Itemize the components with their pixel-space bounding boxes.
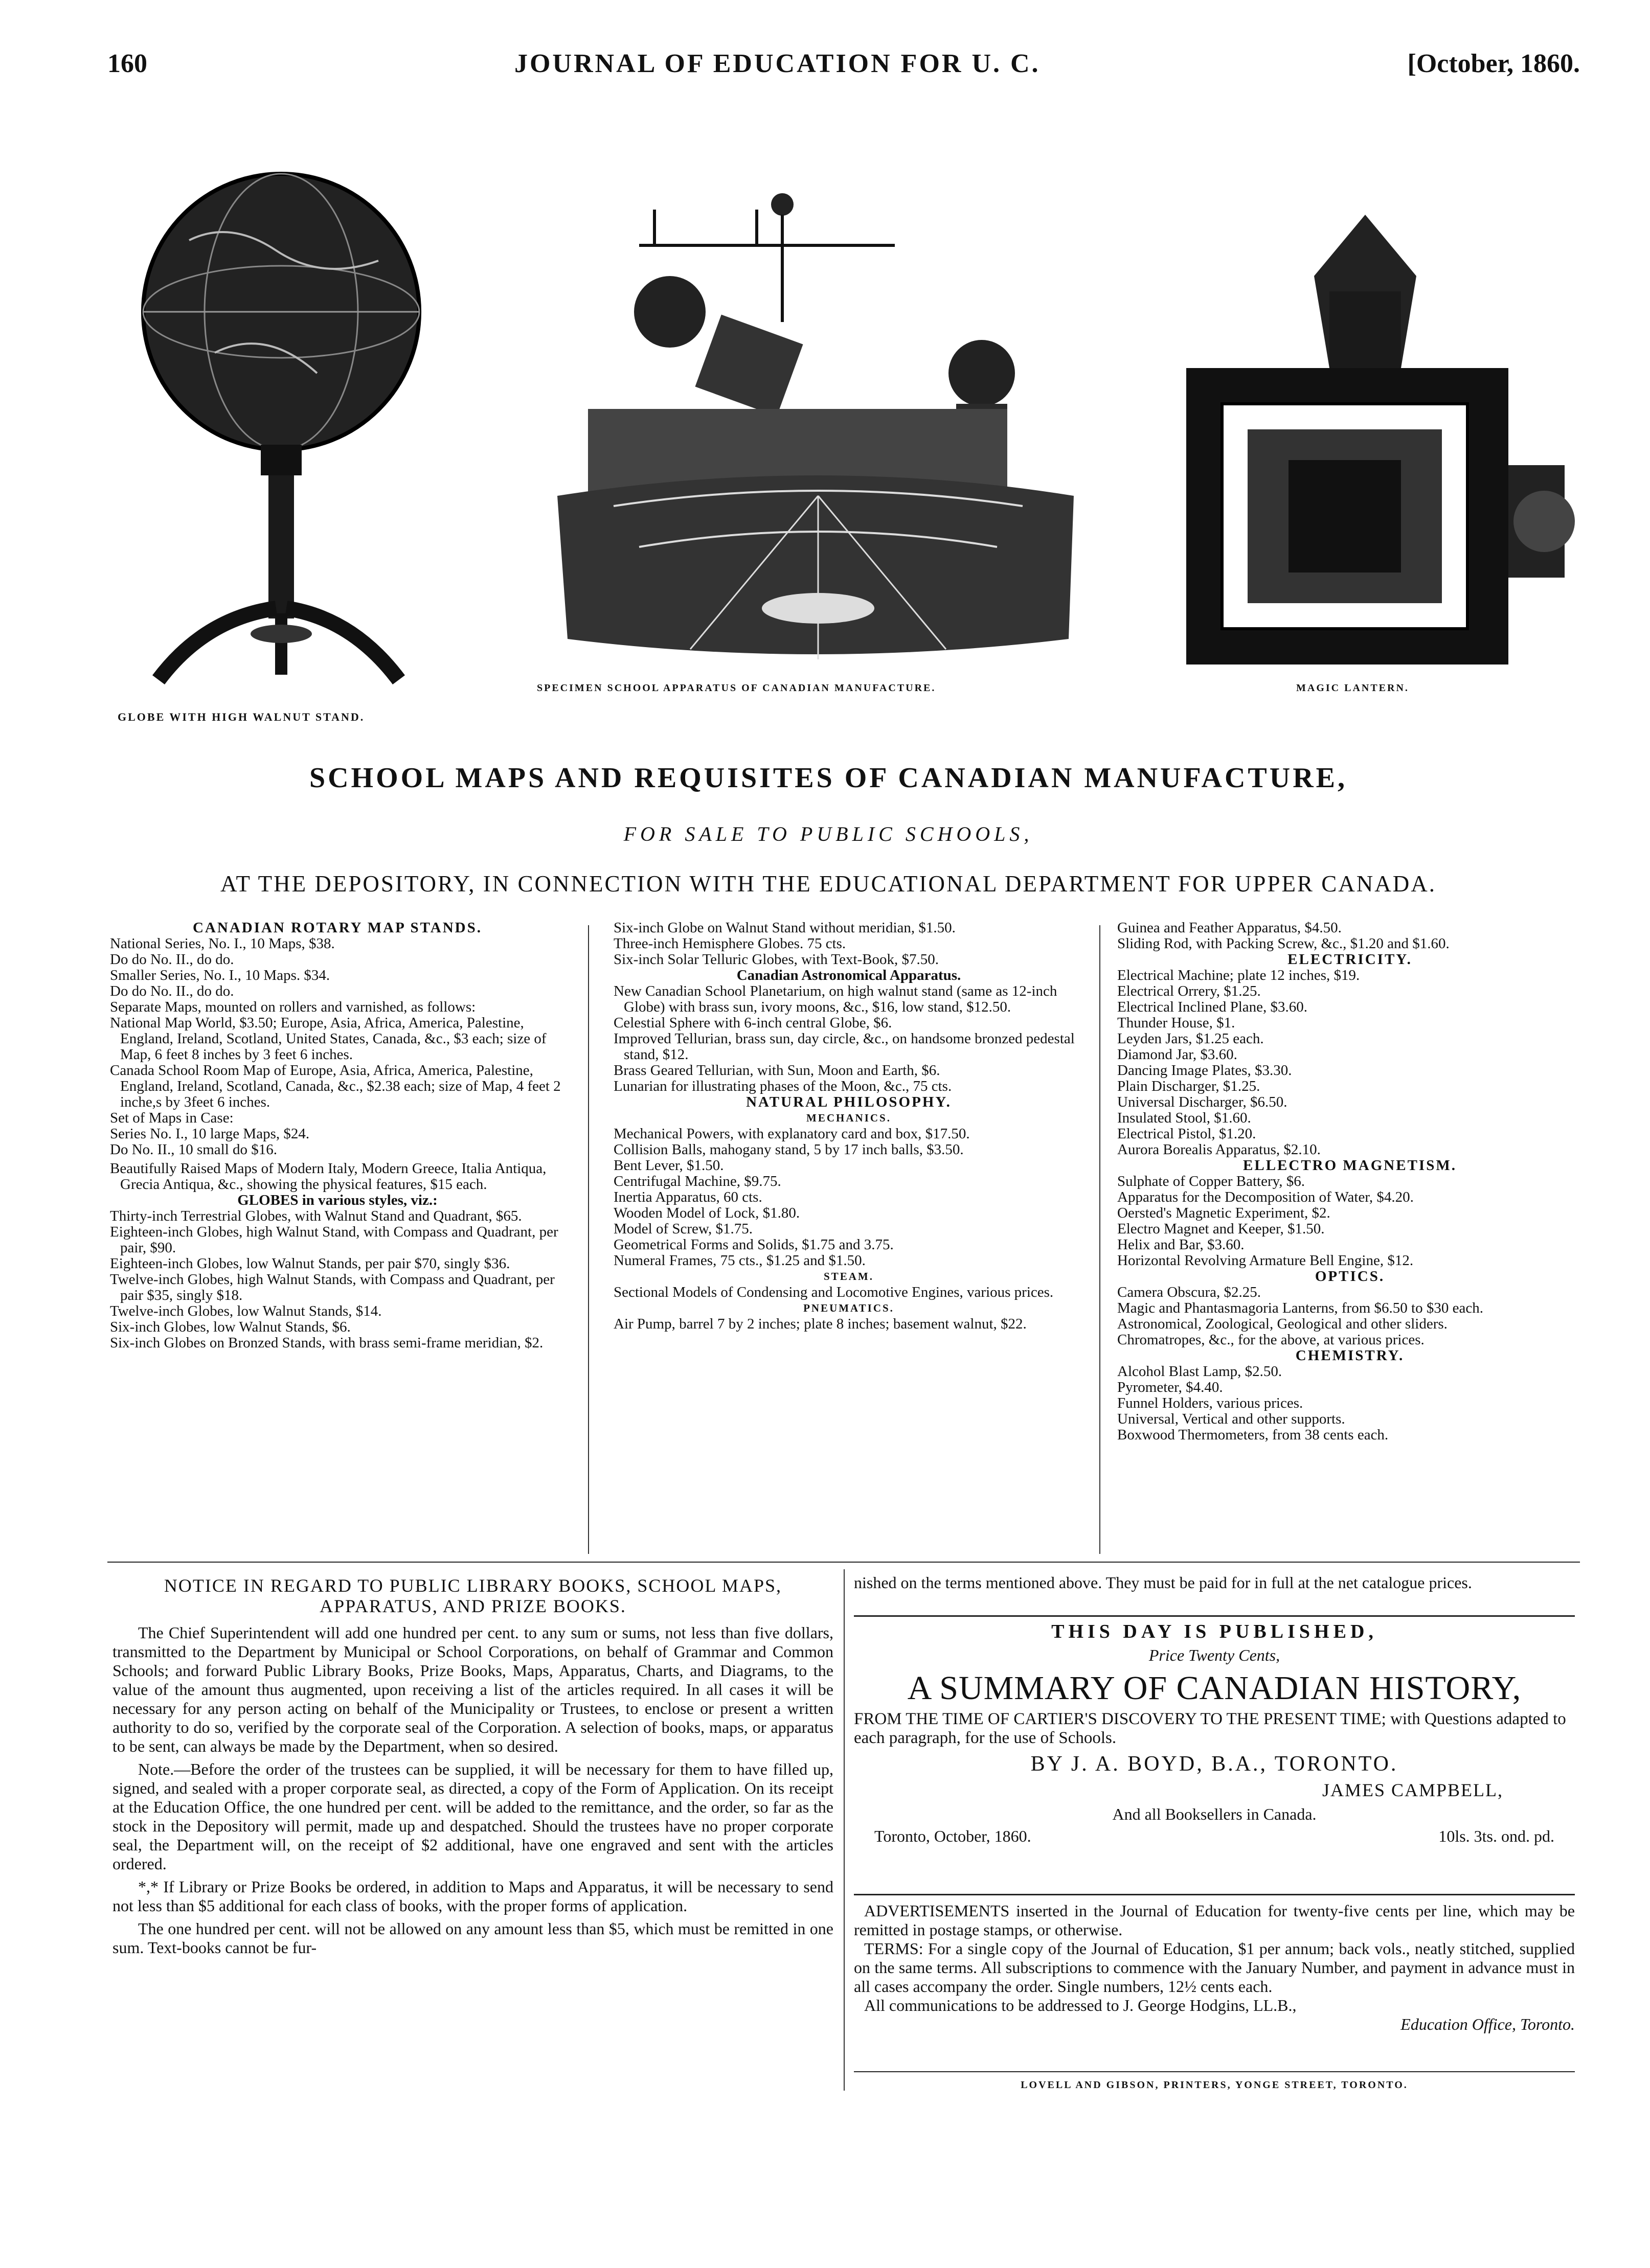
steam-heading: STEAM. <box>824 1270 874 1282</box>
list-item: Collision Balls, mahogany stand, 5 by 17 inch balls, $3.50. <box>614 1141 964 1158</box>
list-item: Model of Screw, $1.75. <box>614 1221 753 1237</box>
list-item: National Series, No. I., 10 Maps, $38. <box>110 935 335 952</box>
list-item: Horizontal Revolving Armature Bell Engine, $12. <box>1117 1252 1414 1269</box>
globe-caption: GLOBE WITH HIGH WALNUT STAND. <box>118 711 365 723</box>
list-item: Set of Maps in Case: <box>110 1110 234 1126</box>
astronomical-heading: Canadian Astronomical Apparatus. <box>736 967 961 983</box>
list-item: Boxwood Thermometers, from 38 cents each. <box>1117 1427 1389 1443</box>
column-divider <box>1099 925 1100 1554</box>
notice-paragraph: The one hundred per cent. will not be allowed on any amount less than $5, which must be remitted in one sum. Text-books cannot be fur- <box>112 1919 833 1957</box>
list-item: Aurora Borealis Apparatus, $2.10. <box>1117 1141 1321 1158</box>
list-item: Inertia Apparatus, 60 cts. <box>614 1189 762 1205</box>
list-item: Camera Obscura, $2.25. <box>1117 1284 1261 1300</box>
list-item: Six-inch Solar Telluric Globes, with Text-Book, $7.50. <box>614 951 939 968</box>
published-heading: THIS DAY IS PUBLISHED, <box>1051 1621 1377 1642</box>
list-item: Do do No. II., do do. <box>110 951 234 968</box>
list-item: Sectional Models of Condensing and Locomotive Engines, various prices. <box>614 1284 1054 1300</box>
book-author: BY J. A. BOYD, B.A., TORONTO. <box>1030 1752 1398 1776</box>
publication-date: Toronto, October, 1860. <box>874 1827 1031 1845</box>
list-item: Magic and Phantasmagoria Lanterns, from $6.50 to $30 each. <box>1117 1300 1483 1316</box>
list-item: Six-inch Globes, low Walnut Stands, $6. <box>110 1319 351 1335</box>
notice-paragraph: Note.—Before the order of the trustees can be supplied, it will be necessary for them to have filled up, signed, and sealed with a proper corporate seal, as directed, a copy of the Form of Application. On its receipt at the Education Office, the one hundred per cent. will be added to the remittance, and the order, so far as the stock in the Depository will permit, made up and despatched. Should the trustees have no proper corporate seal, the Department will, on the receipt of $2 additional, have one engraved and sent with the articles ordered. <box>112 1760 833 1873</box>
library-notice <box>112 1575 833 1961</box>
list-item: Universal, Vertical and other supports. <box>1117 1411 1345 1427</box>
list-item: Sliding Rod, with Packing Screw, &c., $1.20 and $1.60. <box>1117 935 1450 952</box>
section-divider <box>854 2071 1575 2072</box>
column-divider <box>588 925 589 1554</box>
list-item: Separate Maps, mounted on rollers and varnished, as follows: <box>110 999 476 1015</box>
list-item: New Canadian School Planetarium, on high walnut stand (same as 12-inch Globe) with brass sun, ivory moons, &c., $16, low stand, $12.50. <box>614 983 1057 1015</box>
list-item: Twelve-inch Globes, high Walnut Stands, with Compass and Quadrant, per pair $35, singly $18. <box>110 1271 555 1303</box>
journal-title: JOURNAL OF EDUCATION FOR U. C. <box>514 49 1041 78</box>
apparatus-illustration <box>537 189 1099 680</box>
electro-magnetism-heading: ELLECTRO MAGNETISM. <box>1243 1157 1457 1174</box>
list-item: Geometrical Forms and Solids, $1.75 and 3.75. <box>614 1236 894 1253</box>
list-item: Wooden Model of Lock, $1.80. <box>614 1205 800 1221</box>
notice-paragraph: The Chief Superintendent will add one hundred per cent. to any sum or sums, not less than five dollars, transmitted to the Department by Municipal or School Corporations, on behalf of Grammar and Common Schools; and forward Public Library Books, Prize Books, Maps, Apparatus, Charts, and Diagrams, to the value of the amount thus augmented, upon receiving a list of the articles required. In all cases it will be necessary for any person acting on behalf of the Municipality or Trustees, to enclose or present a written authority to do so, verified by the corporate seal of the Corporation. A selection of books, maps, or apparatus to be sent, can always be made by the Department, when so desired. <box>112 1623 833 1755</box>
section-divider <box>854 1894 1575 1895</box>
list-item: Six-inch Globes on Bronzed Stands, with brass semi-frame meridian, $2. <box>110 1335 544 1351</box>
apparatus-caption: SPECIMEN SCHOOL APPARATUS OF CANADIAN MANUFACTURE. <box>537 682 936 694</box>
list-item: Electrical Machine; plate 12 inches, $19. <box>1117 967 1360 983</box>
list-item: Thunder House, $1. <box>1117 1015 1235 1031</box>
list-item: Astronomical, Zoological, Geological and other sliders. <box>1117 1316 1448 1332</box>
list-item: Thirty-inch Terrestrial Globes, with Walnut Stand and Quadrant, $65. <box>110 1208 522 1224</box>
list-item: Oersted's Magnetic Experiment, $2. <box>1117 1205 1330 1221</box>
list-item: Eighteen-inch Globes, low Walnut Stands, per pair $70, singly $36. <box>110 1255 510 1272</box>
publication-announcement <box>854 1620 1575 1846</box>
magic-lantern-illustration <box>1176 215 1575 675</box>
list-item: Eighteen-inch Globes, high Walnut Stand, with Compass and Quadrant, per pair, $90. <box>110 1224 558 1256</box>
section-divider <box>107 1562 1580 1563</box>
list-item: Electrical Pistol, $1.20. <box>1117 1126 1256 1142</box>
advertisement-terms <box>854 1902 1575 2034</box>
list-item: Do do No. II., do do. <box>110 983 234 999</box>
list-item: Canada School Room Map of Europe, Asia, Africa, America, Palestine, England, Ireland, Scotland, Canada, &c., $2.38 each; size of Map, 4 feet 2 inche,s by 3feet 6 inches. <box>110 1062 561 1110</box>
page-header <box>107 49 1580 89</box>
pneumatics-heading: PNEUMATICS. <box>803 1302 894 1314</box>
column-divider <box>844 1569 845 2091</box>
list-item: Electrical Orrery, $1.25. <box>1117 983 1261 999</box>
list-item: Apparatus for the Decomposition of Water, $4.20. <box>1117 1189 1414 1205</box>
list-item: Diamond Jar, $3.60. <box>1117 1046 1237 1063</box>
map-stands-heading: CANADIAN ROTARY MAP STANDS. <box>192 920 482 936</box>
optics-heading: OPTICS. <box>1315 1268 1385 1285</box>
booksellers-line: And all Booksellers in Canada. <box>1112 1805 1317 1823</box>
list-item: Chromatropes, &c., for the above, at various prices. <box>1117 1332 1425 1348</box>
list-item: Insulated Stool, $1.60. <box>1117 1110 1251 1126</box>
list-item: Sulphate of Copper Battery, $6. <box>1117 1173 1305 1189</box>
printer-imprint: LOVELL AND GIBSON, PRINTERS, YONGE STREET, TORONTO. <box>1021 2079 1408 2091</box>
list-item: Plain Discharger, $1.25. <box>1117 1078 1260 1094</box>
list-item: Electro Magnet and Keeper, $1.50. <box>1117 1221 1325 1237</box>
depository-line: AT THE DEPOSITORY, IN CONNECTION WITH THE EDUCATIONAL DEPARTMENT FOR UPPER CANADA. <box>220 871 1436 897</box>
chemistry-heading: CHEMISTRY. <box>1295 1347 1405 1364</box>
notice-heading: NOTICE IN REGARD TO PUBLIC LIBRARY BOOKS, SCHOOL MAPS, APPARATUS, AND PRIZE BOOKS. <box>164 1575 782 1616</box>
notice-continuation: nished on the terms mentioned above. They must be paid for in full at the net catalogue prices. <box>854 1573 1472 1592</box>
list-item: Brass Geared Tellurian, with Sun, Moon and Earth, $6. <box>614 1062 940 1079</box>
subscription-terms: TERMS: For a single copy of the Journal of Education, $1 per annum; back vols., neatly stitched, supplied on the same terms. All subscriptions to commence with the January Number, and payment in advance must in all cases accompany the order. Single numbers, 12½ cents each. <box>854 1939 1575 1996</box>
natural-philosophy-heading: NATURAL PHILOSOPHY. <box>746 1094 952 1110</box>
globes-heading: GLOBES in various styles, viz.: <box>237 1192 438 1208</box>
list-item: Helix and Bar, $3.60. <box>1117 1236 1245 1253</box>
list-item: Smaller Series, No. I., 10 Maps. $34. <box>110 967 330 983</box>
lantern-caption: MAGIC LANTERN. <box>1296 682 1409 694</box>
notice-paragraph: *,* If Library or Prize Books be ordered, in addition to Maps and Apparatus, it will be necessary to send not less than $5 additional for each class of books, with the proper forms of application. <box>112 1877 833 1915</box>
page-number: 160 <box>107 49 147 78</box>
list-item: Celestial Sphere with 6-inch central Globe, $6. <box>614 1015 892 1031</box>
list-item: Electrical Inclined Plane, $3.60. <box>1117 999 1308 1015</box>
list-item: Centrifugal Machine, $9.75. <box>614 1173 781 1189</box>
list-item: Guinea and Feather Apparatus, $4.50. <box>1117 920 1342 936</box>
mechanics-heading: MECHANICS. <box>806 1112 891 1124</box>
list-item: Dancing Image Plates, $3.30. <box>1117 1062 1292 1079</box>
globe-illustration <box>112 158 460 700</box>
list-item: Pyrometer, $4.40. <box>1117 1379 1223 1395</box>
list-item: Universal Discharger, $6.50. <box>1117 1094 1287 1110</box>
list-item: Three-inch Hemisphere Globes. 75 cts. <box>614 935 846 952</box>
book-price: Price Twenty Cents, <box>1148 1646 1280 1664</box>
catalogue-column-2 <box>614 920 1084 1332</box>
publication-date-line <box>854 1827 1575 1846</box>
list-item: Alcohol Blast Lamp, $2.50. <box>1117 1363 1282 1380</box>
catalogue-column-3 <box>1117 920 1583 1443</box>
section-subtitle: FOR SALE TO PUBLIC SCHOOLS, <box>623 822 1033 845</box>
book-title: A SUMMARY OF CANADIAN HISTORY, <box>907 1669 1522 1707</box>
electricity-heading: ELECTRICITY. <box>1287 951 1412 968</box>
list-item: Series No. I., 10 large Maps, $24. <box>110 1126 310 1142</box>
list-item: Numeral Frames, 75 cts., $1.25 and $1.50. <box>614 1252 866 1269</box>
list-item: Beautifully Raised Maps of Modern Italy, Modern Greece, Italia Antiqua, Grecia Antiqua, &c., showing the physical features, $15 each. <box>110 1160 547 1193</box>
issue-date: [October, 1860. <box>1407 49 1580 78</box>
list-item: Six-inch Globe on Walnut Stand without meridian, $1.50. <box>614 920 956 936</box>
list-item: Lunarian for illustrating phases of the Moon, &c., 75 cts. <box>614 1078 952 1094</box>
list-item: Leyden Jars, $1.25 each. <box>1117 1030 1264 1047</box>
section-divider <box>854 1615 1575 1617</box>
book-description: FROM THE TIME OF CARTIER'S DISCOVERY TO THE PRESENT TIME; with Questions adapted to each paragraph, for the use of Schools. <box>854 1710 1566 1747</box>
price-code: 10ls. 3ts. ond. pd. <box>1438 1827 1554 1845</box>
list-item: Air Pump, barrel 7 by 2 inches; plate 8 inches; basement walnut, $22. <box>614 1316 1027 1332</box>
list-item: National Map World, $3.50; Europe, Asia, Africa, America, Palestine, England, Ireland, Scotland, United States, Canada, &c., $3 each; size of Map, 6 feet 8 inches by 3 feet 6 inches. <box>110 1015 547 1063</box>
list-item: Twelve-inch Globes, low Walnut Stands, $14. <box>110 1303 382 1319</box>
catalogue-column-1 <box>110 920 565 1351</box>
contact-line: All communications to be addressed to J. George Hodgins, LL.B., <box>864 1996 1297 2014</box>
book-publisher: JAMES CAMPBELL, <box>1322 1780 1503 1800</box>
list-item: Funnel Holders, various prices. <box>1117 1395 1303 1411</box>
list-item: Bent Lever, $1.50. <box>614 1157 724 1174</box>
list-item: Mechanical Powers, with explanatory card and box, $17.50. <box>614 1126 970 1142</box>
list-item: Do No. II., 10 small do $16. <box>110 1141 278 1158</box>
contact-office: Education Office, Toronto. <box>1400 2015 1575 2033</box>
list-item: Improved Tellurian, brass sun, day circle, &c., on handsome bronzed pedestal stand, $12. <box>614 1030 1075 1063</box>
advertisement-rates: ADVERTISEMENTS inserted in the Journal of Education for twenty-five cents per line, which may be remitted in postage stamps, or otherwise. <box>854 1902 1575 1939</box>
section-title: SCHOOL MAPS AND REQUISITES OF CANADIAN MANUFACTURE, <box>309 762 1348 794</box>
